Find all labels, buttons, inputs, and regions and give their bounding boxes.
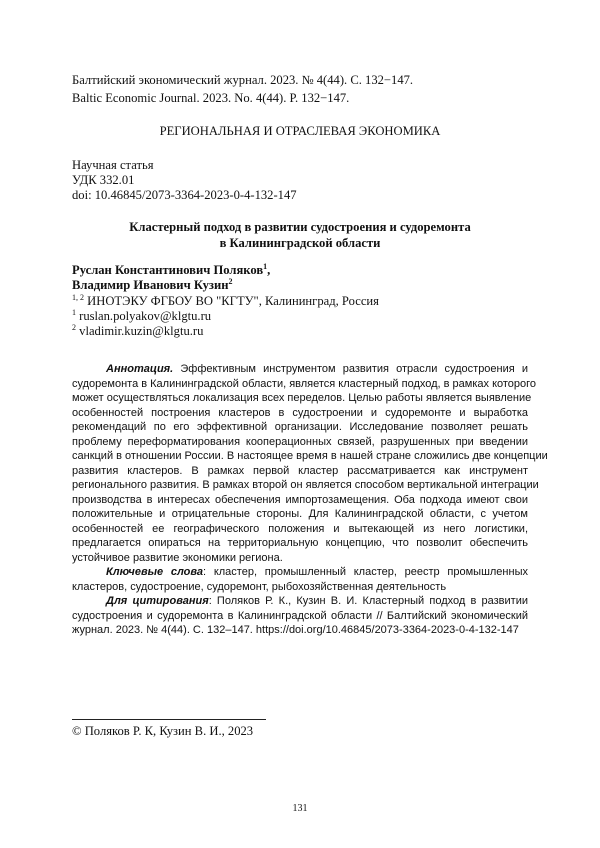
author-1	[72, 263, 270, 278]
abstract-line-5: рекомендаций по его эффективной организации. Исследование позволяет решать	[72, 421, 528, 433]
email-2	[72, 324, 203, 339]
keywords-line-1	[106, 565, 528, 579]
abstract-line-2: судоремонта в Калининградской области, является кластерный подход, в рамках которого	[72, 378, 537, 390]
abstract-line-4: особенностей построения кластеров в судостроении и судоремонте и выработка	[72, 407, 528, 419]
doi: doi: 10.46845/2073-3364-2023-0-4-132-147	[72, 188, 297, 202]
abstract-line-10: производства в интересах обеспечения импортозамещения. Оба подхода имеют свои	[72, 494, 528, 506]
affiliation	[72, 294, 379, 309]
udk-code: УДК 332.01	[72, 173, 135, 187]
email-1	[72, 309, 211, 324]
author-2-name: Владимир Иванович Кузин	[72, 278, 229, 292]
abstract-line-8: развития кластеров. В рамках первой кластер рассматривается как инструмент	[72, 465, 528, 477]
abstract-line-6: проблему переформатирования кооперационных связей, разрушенных при введении	[72, 436, 528, 448]
abstract-line-11: положительные и отрицательные стороны. Для Калининградской области, с учетом	[72, 508, 528, 520]
abstract-text-1: Эффективным инструментом развития отрасли судостроения и	[180, 363, 528, 375]
citation-line-3: журнал. 2023. № 4(44). С. 132–147. https://doi.org/10.46845/2073-3364-2023-0-4-132-147	[72, 624, 519, 636]
abstract-line-1	[106, 362, 528, 376]
abstract-line-14: устойчивое развитие экономики региона.	[72, 552, 283, 564]
copyright-notice: © Поляков Р. К, Кузин В. И., 2023	[72, 724, 254, 738]
page-number: 131	[292, 803, 308, 814]
author-1-sup: 1	[263, 262, 268, 271]
email-2-sup: 2	[72, 323, 76, 332]
email-1-sup: 1	[72, 308, 76, 317]
abstract-line-3: может осуществляться локализация всех переделов. Целью работы является выявление	[72, 392, 532, 404]
affiliation-text: ИНОТЭКУ ФГБОУ ВО "КГТУ", Калининград, Россия	[84, 294, 379, 308]
email-1-text[interactable]: ruslan.polyakov@klgtu.ru	[76, 309, 212, 323]
author-1-comma: ,	[267, 263, 271, 277]
email-2-text[interactable]: vladimir.kuzin@klgtu.ru	[76, 324, 204, 338]
citation-label: Для цитирования	[106, 595, 209, 607]
article-title-line-2: в Калининградской области	[219, 236, 381, 250]
abstract-line-13: предлагается опираться на территориальную концепцию, что позволит обеспечить	[72, 537, 528, 549]
citation-line-1	[106, 594, 528, 608]
author-2	[72, 278, 233, 293]
abstract-label: Аннотация.	[106, 363, 174, 375]
keywords-line-2: кластеров, судостроение, судоремонт, рыбохозяйственная деятельность	[72, 581, 447, 593]
journal-citation-ru: Балтийский экономический журнал. 2023. № 4(44). С. 132−147.	[72, 73, 414, 87]
abstract-line-7: санкций в отношении России. В настоящее время в нашей стране сложились две концепции	[72, 450, 548, 462]
citation-line-2: судостроения и судоремонта в Калининградской области // Балтийский экономический	[72, 610, 528, 622]
abstract-line-12: особенностей ее географического положения и вытекающей из него логистики,	[72, 523, 528, 535]
journal-citation-en: Baltic Economic Journal. 2023. No. 4(44). Р. 132−147.	[72, 91, 350, 105]
keywords-label: Ключевые слова	[106, 566, 204, 578]
author-2-sup: 2	[228, 277, 233, 286]
citation-text-1: : Поляков Р. К., Кузин В. И. Кластерный подход в развитии	[208, 595, 528, 607]
abstract-line-9: регионального развития. В рамках второй он является способом вертикальной интеграции	[72, 479, 539, 491]
article-title-line-1: Кластерный подход в развитии судостроения и судоремонта	[129, 220, 471, 234]
affiliation-sup: 1, 2	[72, 293, 84, 302]
article-type: Научная статья	[72, 158, 154, 172]
section-heading: РЕГИОНАЛЬНАЯ И ОТРАСЛЕВАЯ ЭКОНОМИКА	[159, 124, 441, 138]
author-1-name: Руслан Константинович Поляков	[72, 263, 264, 277]
footnote-separator	[72, 719, 266, 720]
keywords-text-1: : кластер, промышленный кластер, реестр промышленных	[203, 566, 528, 578]
